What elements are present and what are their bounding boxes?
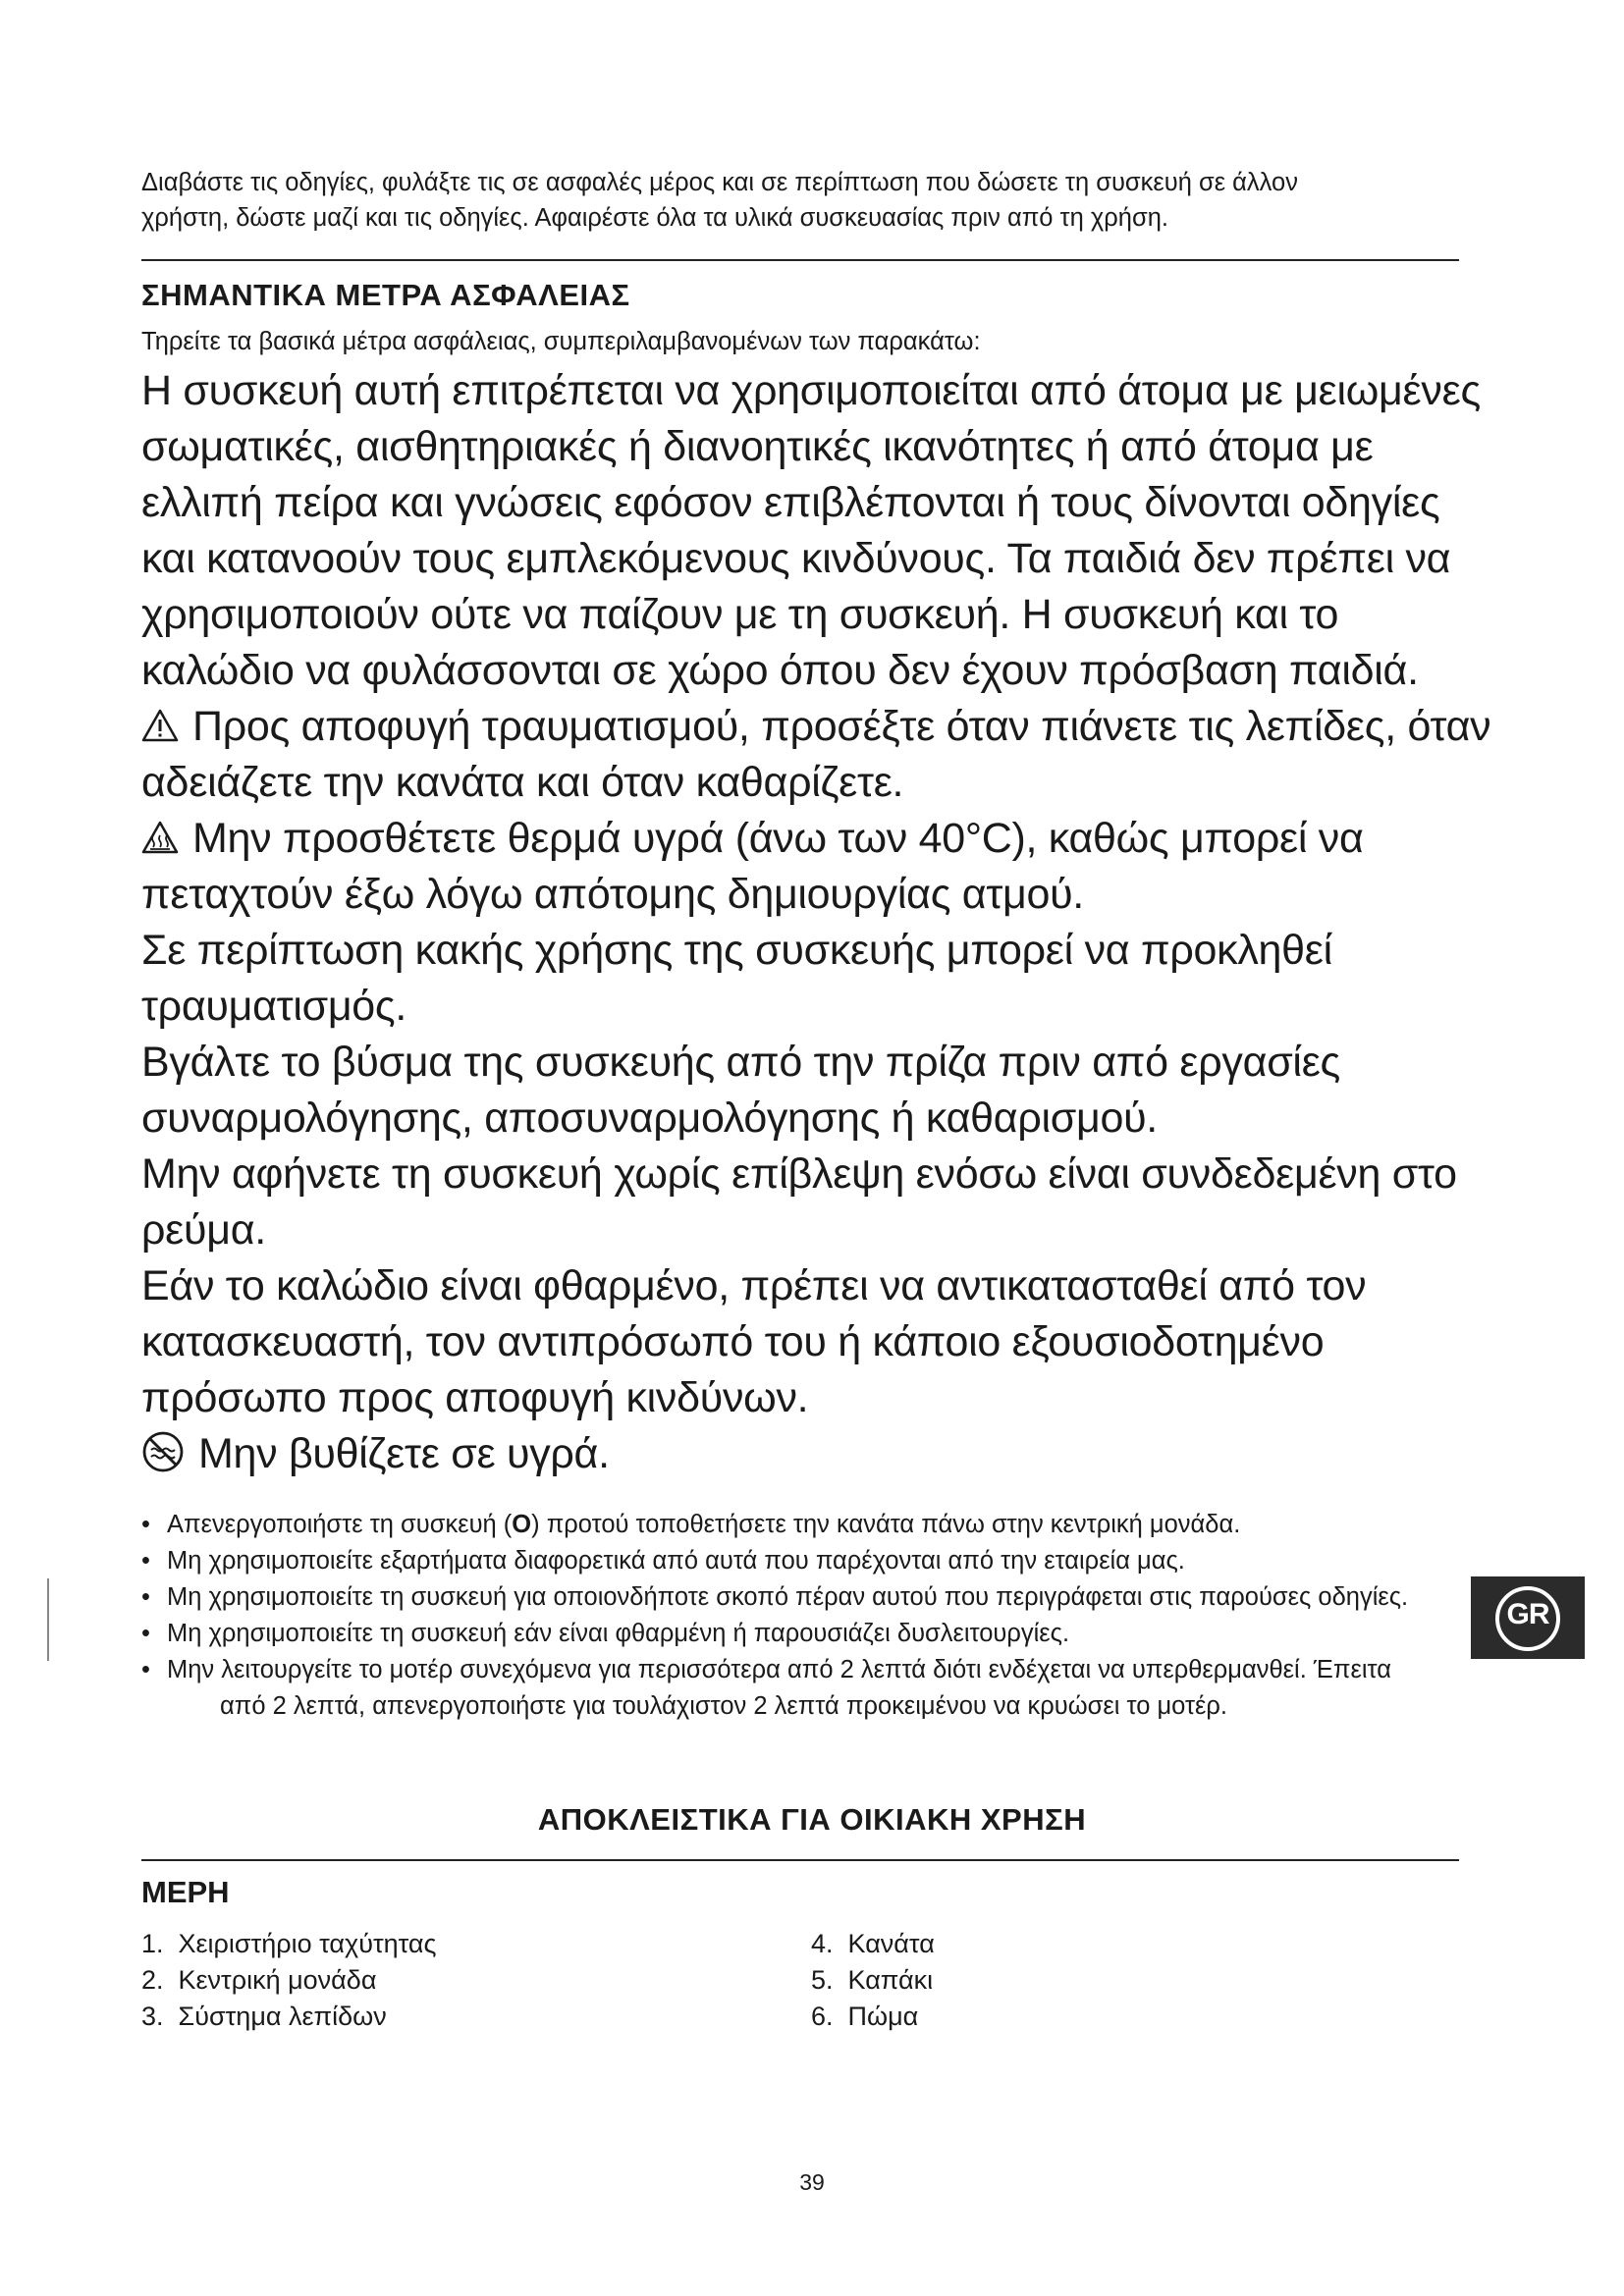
list-item: 3. Σύστημα λεπίδων (141, 2002, 387, 2031)
domestic-use-notice: ΑΠΟΚΛΕΙΣΤΙΚΑ ΓΙΑ ΟΙΚΙΑΚΗ ΧΡΗΣΗ (537, 1802, 1087, 1837)
divider (141, 259, 1459, 261)
parts-heading: ΜΕΡΗ (141, 1875, 230, 1909)
safety-paragraph-8-text: Μην βυθίζετε σε υγρά. (198, 1430, 610, 1477)
safety-paragraph-3 (141, 811, 1496, 923)
margin-line (47, 1578, 49, 1661)
safety-paragraph-2 (141, 699, 1496, 811)
intro-text (141, 165, 1457, 236)
language-badge (1471, 1576, 1585, 1659)
intro-line-2: χρήστη, δώστε μαζί και τις οδηγίες. Αφαιρέστε όλα τα υλικά συσκευασίας πριν από τη χρήση. (141, 204, 1168, 232)
intro-line-1: Διαβάστε τις οδηγίες, φυλάξτε τις σε ασφαλές μέρος και σε περίπτωση που δώσετε τη συσκευή σε άλλον (141, 169, 1298, 196)
list-item: 2. Κεντρική μονάδα (141, 1965, 377, 1995)
safety-paragraph-1: Η συσκευή αυτή επιτρέπεται να χρησιμοποιείται από άτομα με μειωμένες σωματικές, αισθητηριακές ή διανοητικές ικανότητες ή από άτομα με ελλιπή πείρα και γνώσεις εφόσον επιβλέπονται ή τους δίνονται οδηγίες και κατανοούν τους εμπλεκόμενους κινδύνους. Τα παιδιά δεν πρέπει να χρησιμοποιούν ούτε να παίζουν με τη συσκευή. Η συσκευή και το καλώδιο να φυλάσσονται σε χώρο όπου δεν έχουν πρόσβαση παιδιά. (141, 367, 1481, 694)
list-item: • Μη χρησιμοποιείτε τη συσκευή για οποιονδήποτε σκοπό πέραν αυτού που περιγράφεται στις παρούσες οδηγίες. (141, 1579, 1418, 1616)
safety-paragraph-4: Σε περίπτωση κακής χρήσης της συσκευής μπορεί να προκληθεί τραυματισμός. (141, 927, 1332, 1030)
off-symbol: O (512, 1511, 532, 1538)
list-item: • Μη χρησιμοποιείτε εξαρτήματα διαφορετικά από αυτά που παρέχονται από την εταιρεία μας. (141, 1543, 1418, 1579)
parts-list-right (811, 1926, 935, 2035)
safety-heading: ΣΗΜΑΝΤΙΚΑ ΜΕΤΡΑ ΑΣΦΑΛΕΙΑΣ (141, 278, 630, 312)
safety-paragraph-7: Εάν το καλώδιο είναι φθαρμένο, πρέπει να αντικατασταθεί από τον κατασκευαστή, τον αντιπρόσωπό του ή κάποιο εξουσιοδοτημένο πρόσωπο προς αποφυγή κινδύνων. (141, 1262, 1367, 1421)
list-item: 4. Κανάτα (811, 1929, 935, 1958)
list-item: 5. Καπάκι (811, 1965, 934, 1995)
safety-paragraph-6: Μην αφήνετε τη συσκευή χωρίς επίβλεψη ενόσω είναι συνδεδεμένη στο ρεύμα. (141, 1150, 1457, 1254)
list-item: • Μην λειτουργείτε το μοτέρ συνεχόμενα για περισσότερα από 2 λεπτά διότι ενδέχεται να υπερθερμανθεί. Έπειτα από 2 λεπτά, απενεργοποιήστε για τουλάχιστον 2 λεπτά προκειμένου να κρυώσει το μοτέρ. (141, 1652, 1418, 1725)
safety-paragraph-8 (141, 1426, 1496, 1482)
safety-paragraph-3-text: Μην προσθέτετε θερμά υγρά (άνω των 40°C), καθώς μπορεί να πεταχτούν έξω λόγω απότομης δημιουργίας ατμού. (141, 815, 1364, 918)
list-item: • Μη χρησιμοποιείτε τη συσκευή εάν είναι φθαρμένη ή παρουσιάζει δυσλειτουργίες. (141, 1616, 1418, 1652)
safety-paragraph-5: Βγάλτε το βύσμα της συσκευής από την πρίζα πριν από εργασίες συναρμολόγησης, αποσυναρμολόγησης ή καθαρισμού. (141, 1039, 1340, 1142)
hot-surface-warning-icon (141, 813, 179, 846)
warning-triangle-icon (141, 701, 179, 734)
no-submerge-icon (141, 1430, 185, 1473)
list-item: 1. Χειριστήριο ταχύτητας (141, 1929, 437, 1958)
safety-instructions (141, 363, 1496, 1482)
safety-subheading: Τηρείτε τα βασικά μέτρα ασφάλειας, συμπεριλαμβανομένων των παρακάτω: (141, 328, 981, 355)
safety-paragraph-2-text: Προς αποφυγή τραυματισμού, προσέξτε όταν πιάνετε τις λεπίδες, όταν αδειάζετε την κανάτα και όταν καθαρίζετε. (141, 703, 1491, 806)
divider (141, 1859, 1459, 1861)
parts-list-left (141, 1926, 437, 2035)
list-item: 6. Πώμα (811, 2002, 919, 2031)
page-number: 39 (799, 2169, 825, 2195)
bullet-list (141, 1507, 1418, 1725)
list-item: • Απενεργοποιήστε τη συσκευή (O) προτού τοποθετήσετε την κανάτα πάνω στην κεντρική μονάδα. (141, 1507, 1418, 1543)
language-code: GR (1506, 1598, 1549, 1630)
